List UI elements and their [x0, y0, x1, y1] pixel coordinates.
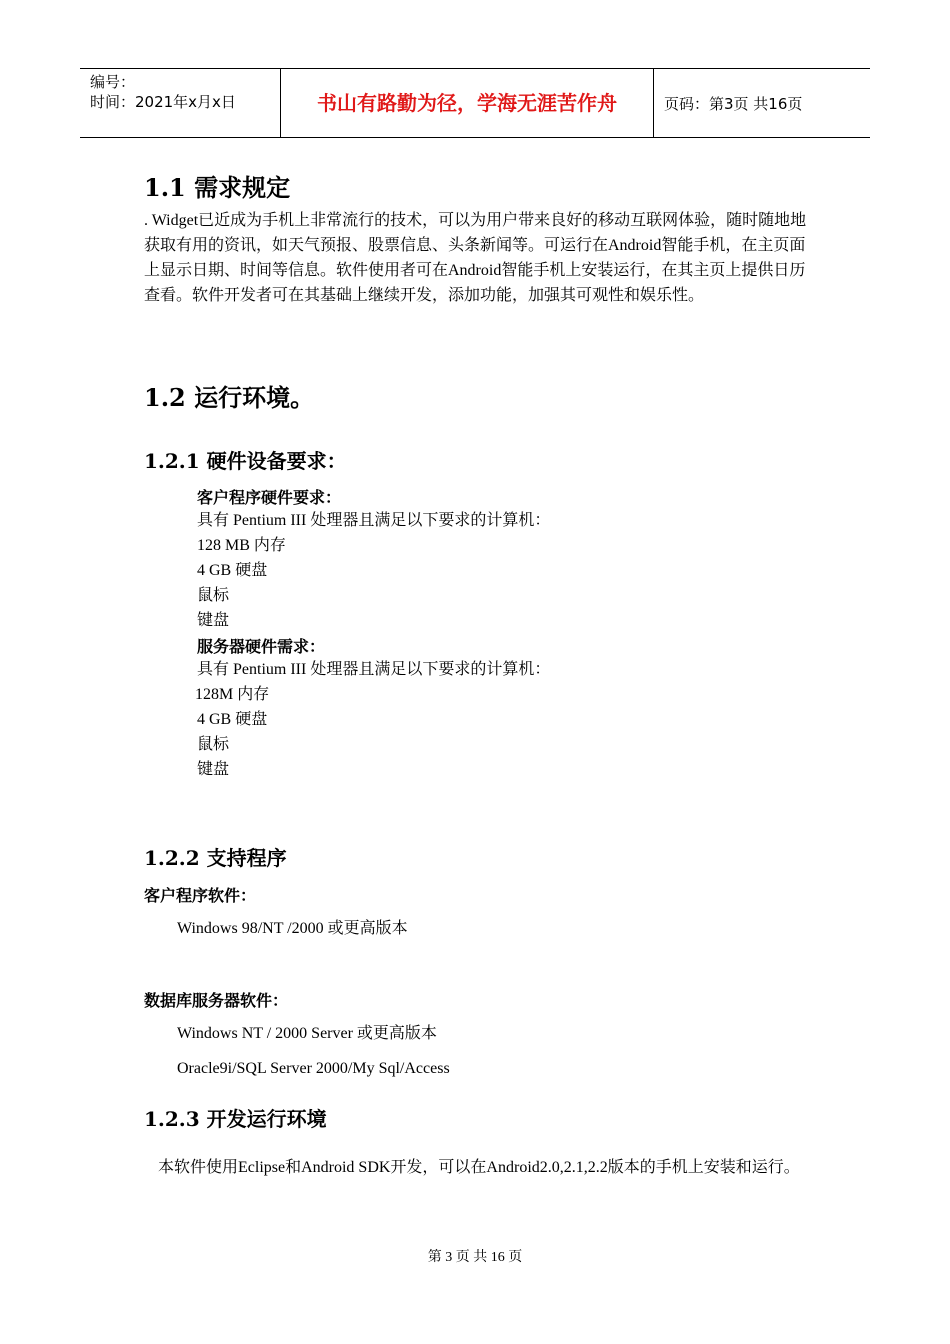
client-software-heading: 客户程序软件： — [144, 886, 257, 905]
server-hardware-item: 鼠标 — [197, 736, 230, 753]
server-hardware-item: 128M 内存 — [195, 686, 270, 703]
header-page-label: 页码：第3页 共16页 — [664, 95, 803, 113]
section-1-2-1-title: 1.2.1 硬件设备要求： — [144, 449, 347, 473]
section-1-2-3-text: 本软件使用Eclipse和Android SDK开发，可以在Android2.0,2.1,2.2版本的手机上安装和运行。 — [158, 1159, 800, 1176]
header-motto: 书山有路勤为径，学海无涯苦作舟 — [281, 69, 654, 137]
server-hardware-item: 具有 Pentium III 处理器且满足以下要求的计算机： — [197, 661, 551, 678]
db-software-heading: 数据库服务器软件： — [144, 991, 289, 1010]
time-label: 时间：2021年x月x日 — [90, 93, 236, 111]
header-info-cell — [80, 69, 281, 137]
server-hardware-item: 键盘 — [197, 761, 230, 778]
section-1-1-title: 1.1 需求规定 — [144, 173, 291, 202]
client-hardware-item: 4 GB 硬盘 — [197, 562, 268, 579]
client-software-item: Windows 98/NT /2000 或更高版本 — [177, 920, 408, 937]
section-1-1-text: . Widget已近成为手机上非常流行的技术，可以为用户带来良好的移动互联网体验，随时随地地获取有用的资讯，如天气预报、股票信息、头条新闻等。可运行在Android智能手机，在主页面上显示日期、时间等信息。软件使用者可在Android智能手机上安装运行，在其主页上提供日历查看。软件开发者可在其基础上继续开发，添加功能，加强其可观性和娱乐性。 — [144, 212, 807, 304]
page-footer: 第 3 页 共 16 页 — [427, 1250, 523, 1265]
section-1-2-2-title: 1.2.2 支持程序 — [144, 846, 287, 870]
client-hardware-item: 鼠标 — [197, 587, 230, 604]
client-hardware-item: 128 MB 内存 — [197, 537, 286, 554]
client-hardware-item: 键盘 — [197, 612, 230, 629]
page-header — [80, 68, 870, 138]
db-software-item: Windows NT / 2000 Server 或更高版本 — [177, 1025, 437, 1042]
db-software-item: Oracle9i/SQL Server 2000/My Sql/Access — [177, 1060, 450, 1077]
server-hardware-item: 4 GB 硬盘 — [197, 711, 268, 728]
client-hardware-heading: 客户程序硬件要求： — [197, 488, 342, 507]
number-label: 编号： — [90, 73, 136, 91]
server-hardware-heading: 服务器硬件需求： — [197, 637, 326, 656]
client-hardware-item: 具有 Pentium III 处理器且满足以下要求的计算机： — [197, 512, 551, 529]
section-1-2-3-title: 1.2.3 开发运行环境 — [144, 1107, 327, 1131]
section-1-2-title: 1.2 运行环境。 — [144, 383, 315, 412]
